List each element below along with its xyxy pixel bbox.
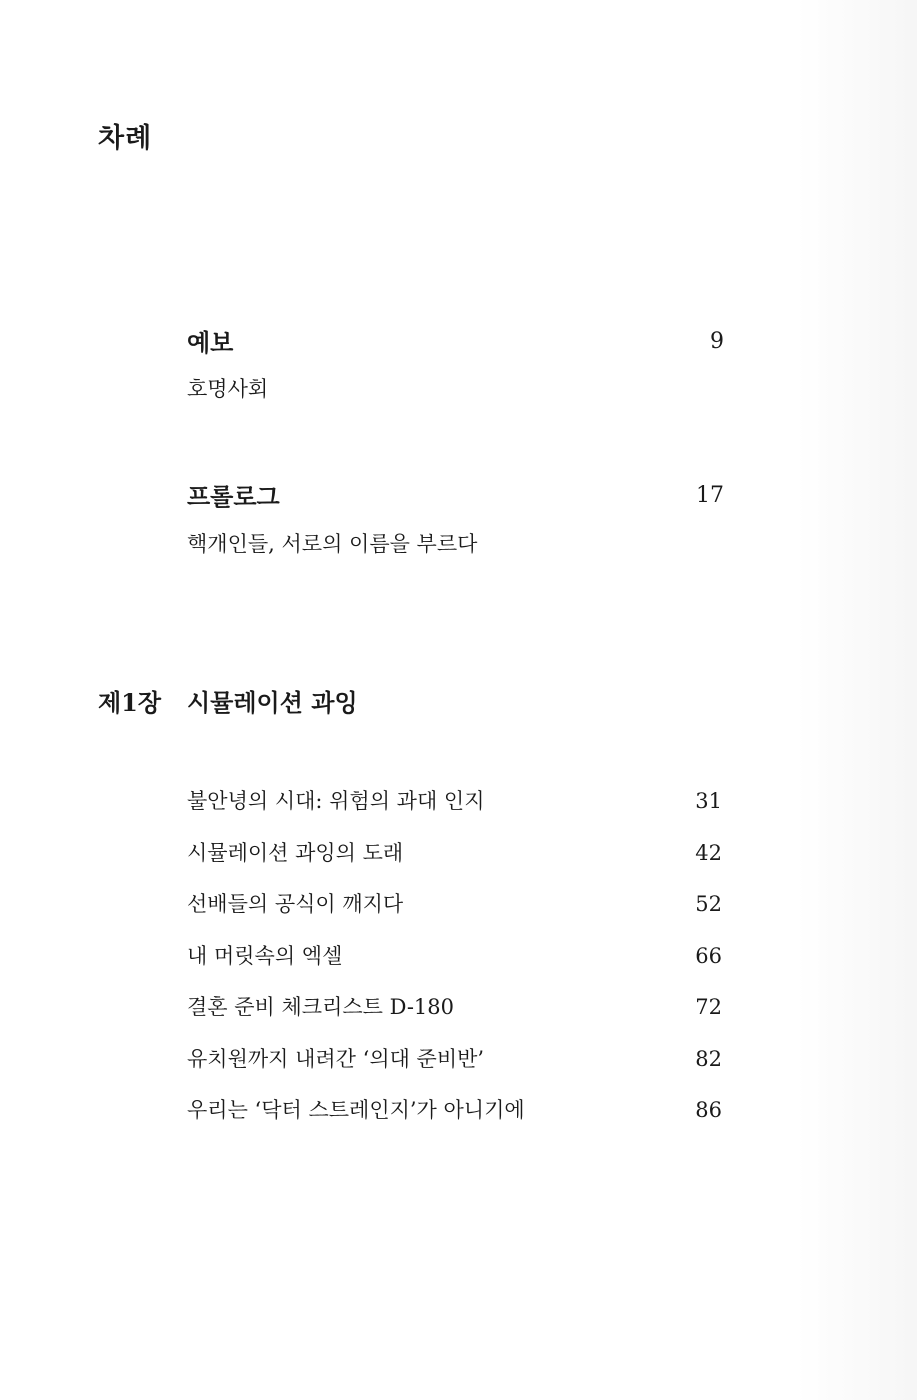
section-subtitle-prologue: 핵개인들, 서로의 이름을 부르다 xyxy=(187,532,478,556)
toc-entry-title: 결혼 준비 체크리스트 D-180 xyxy=(187,995,455,1019)
toc-entry xyxy=(187,1043,722,1095)
toc-entry xyxy=(187,1094,722,1146)
toc-entry xyxy=(187,940,722,992)
toc-entry xyxy=(187,991,722,1043)
toc-entry-title: 선배들의 공식이 깨지다 xyxy=(187,892,404,916)
toc-entry-page: 52 xyxy=(695,892,722,916)
toc-entry-page: 42 xyxy=(695,840,722,865)
section-subtitle-forecast: 호명사회 xyxy=(187,377,269,401)
toc-entry-page: 31 xyxy=(695,789,722,813)
toc-entry-page: 86 xyxy=(695,1098,722,1122)
toc-title: 차례 xyxy=(98,123,153,154)
toc-entry-title: 우리는 ‘닥터 스트레인지’가 아니기에 xyxy=(187,1098,525,1122)
toc-entry xyxy=(187,837,722,889)
toc-entry-title: 내 머릿속의 엑셀 xyxy=(187,943,343,968)
toc-entry xyxy=(187,785,722,837)
toc-entry-page: 66 xyxy=(695,943,722,968)
toc-entry-title: 불안녕의 시대: 위험의 과대 인지 xyxy=(187,789,485,813)
toc-entry-page: 82 xyxy=(695,1046,722,1071)
chapter-label: 제1장 xyxy=(98,688,162,717)
section-heading-prologue: 프롤로그 xyxy=(187,482,280,511)
toc-entry-page: 72 xyxy=(695,995,722,1019)
toc-entry xyxy=(187,888,722,940)
section-heading-forecast: 예보 xyxy=(187,328,234,357)
chapter-title: 시뮬레이션 과잉 xyxy=(187,688,358,717)
section-page-forecast: 9 xyxy=(710,329,724,354)
section-page-prologue: 17 xyxy=(696,483,724,508)
toc-entry-title: 시뮬레이션 과잉의 도래 xyxy=(187,840,404,865)
toc-entry-title: 유치원까지 내려간 ‘의대 준비반’ xyxy=(187,1046,485,1071)
chapter-entry-list xyxy=(187,785,722,1146)
page-edge-shadow xyxy=(797,0,917,1400)
